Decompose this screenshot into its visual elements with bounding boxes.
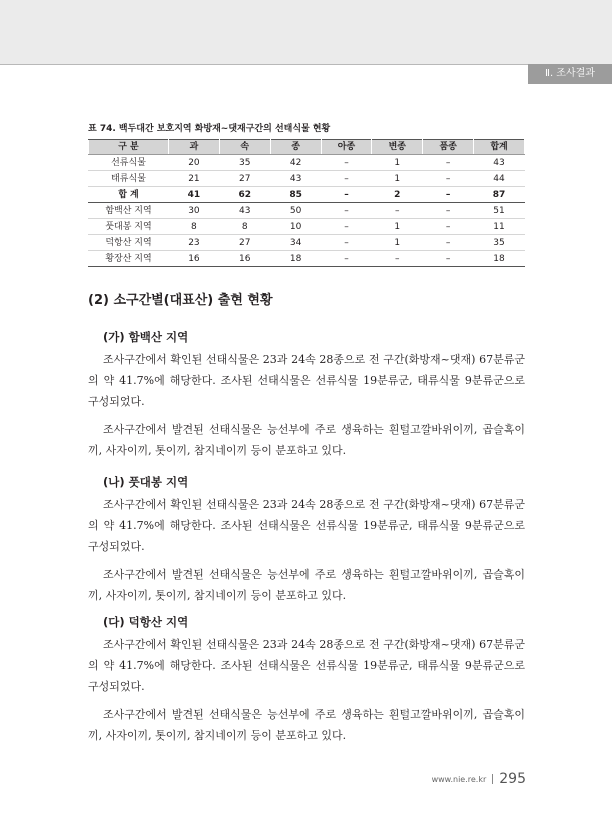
table-row — [89, 251, 525, 267]
table-header-row — [89, 140, 525, 155]
footer-divider — [492, 774, 493, 784]
table-cell: 20 — [169, 155, 220, 171]
column-header: 구 분 — [89, 140, 169, 155]
table-cell: 41 — [169, 187, 220, 203]
table-cell: – — [423, 235, 474, 251]
body-paragraph: 조사구간에서 확인된 선태식물은 23과 24속 28종으로 전 구간(화방재~댓재) 67분류군의 약 41.7%에 해당한다. 조사된 선태식물은 선류식물 19분류군, 태류식물 9분류군으로 구성되었다. — [88, 498, 525, 553]
table-cell: 21 — [169, 171, 220, 187]
body-paragraph: 조사구간에서 발견된 선태식물은 능선부에 주로 생육하는 흰털고깔바위이끼, 곱슬혹이끼, 사자이끼, 톳이끼, 참지네이끼 등이 분포하고 있다. — [88, 568, 525, 602]
table-cell: 30 — [169, 203, 220, 219]
row-label: 덕항산 지역 — [89, 235, 169, 251]
table-cell: – — [423, 251, 474, 267]
table-caption: 표 74. 백두대간 보호지역 화방재~댓재구간의 선태식물 현황 — [88, 124, 331, 134]
table-cell: 2 — [372, 187, 423, 203]
column-header: 과 — [169, 140, 220, 155]
table-cell: 85 — [270, 187, 321, 203]
table-cell: – — [423, 187, 474, 203]
table-cell: 10 — [270, 219, 321, 235]
section-tab: Ⅱ. 조사결과 — [528, 64, 612, 84]
header-rule — [0, 64, 612, 65]
table-row — [89, 203, 525, 219]
table-cell: 27 — [219, 171, 270, 187]
region-heading: (나) 풋대봉 지역 — [103, 475, 189, 489]
table-cell: – — [321, 171, 372, 187]
column-header: 아종 — [321, 140, 372, 155]
table-cell: 35 — [474, 235, 525, 251]
table-cell: 1 — [372, 219, 423, 235]
table-cell: 43 — [474, 155, 525, 171]
table-cell: 35 — [219, 155, 270, 171]
column-header: 합계 — [474, 140, 525, 155]
page-footer — [432, 770, 526, 788]
table-cell: – — [321, 155, 372, 171]
table-cell: – — [423, 203, 474, 219]
region-heading: (가) 함백산 지역 — [103, 330, 189, 344]
table-cell: 62 — [219, 187, 270, 203]
bryophyte-table — [88, 139, 525, 267]
table-cell: 43 — [270, 171, 321, 187]
table-cell: – — [423, 155, 474, 171]
table-cell: – — [321, 251, 372, 267]
table-cell: 11 — [474, 219, 525, 235]
row-label: 풋대봉 지역 — [89, 219, 169, 235]
table-cell: 18 — [270, 251, 321, 267]
table-cell: 1 — [372, 155, 423, 171]
table-cell: 44 — [474, 171, 525, 187]
table-total-row — [89, 187, 525, 203]
column-header: 변종 — [372, 140, 423, 155]
table-cell: – — [423, 171, 474, 187]
table-cell: 87 — [474, 187, 525, 203]
table-cell: – — [321, 219, 372, 235]
row-label: 합 계 — [89, 187, 169, 203]
table-cell: – — [321, 203, 372, 219]
table-cell: 18 — [474, 251, 525, 267]
table-cell: – — [372, 251, 423, 267]
table-row — [89, 235, 525, 251]
row-label: 함백산 지역 — [89, 203, 169, 219]
column-header: 품종 — [423, 140, 474, 155]
page-header-band — [0, 0, 612, 64]
table-cell: 1 — [372, 171, 423, 187]
table-cell: 8 — [219, 219, 270, 235]
body-paragraph: 조사구간에서 확인된 선태식물은 23과 24속 28종으로 전 구간(화방재~댓재) 67분류군의 약 41.7%에 해당한다. 조사된 선태식물은 선류식물 19분류군, 태류식물 9분류군으로 구성되었다. — [88, 638, 525, 693]
column-header: 속 — [219, 140, 270, 155]
table-cell: 51 — [474, 203, 525, 219]
row-label: 선류식물 — [89, 155, 169, 171]
table-cell: 16 — [169, 251, 220, 267]
table-cell: – — [372, 203, 423, 219]
table-cell: – — [321, 235, 372, 251]
table-cell: 43 — [219, 203, 270, 219]
region-heading: (다) 덕항산 지역 — [103, 615, 189, 629]
table-cell: – — [321, 187, 372, 203]
table-cell: 8 — [169, 219, 220, 235]
table-cell: 50 — [270, 203, 321, 219]
table-cell: 1 — [372, 235, 423, 251]
body-paragraph: 조사구간에서 발견된 선태식물은 능선부에 주로 생육하는 흰털고깔바위이끼, 곱슬혹이끼, 사자이끼, 톳이끼, 참지네이끼 등이 분포하고 있다. — [88, 708, 525, 742]
column-header: 종 — [270, 140, 321, 155]
section-subheading: (2) 소구간별(대표산) 출현 현황 — [88, 293, 273, 308]
table-cell: 16 — [219, 251, 270, 267]
row-label: 태류식물 — [89, 171, 169, 187]
table-cell: 34 — [270, 235, 321, 251]
table-cell: – — [423, 219, 474, 235]
table-cell: 23 — [169, 235, 220, 251]
row-label: 황장산 지역 — [89, 251, 169, 267]
table-cell: 27 — [219, 235, 270, 251]
table-row — [89, 171, 525, 187]
table-row — [89, 155, 525, 171]
page-number: 295 — [499, 771, 526, 787]
footer-url[interactable]: www.nie.re.kr — [431, 774, 487, 784]
table-row — [89, 219, 525, 235]
body-paragraph: 조사구간에서 확인된 선태식물은 23과 24속 28종으로 전 구간(화방재~댓재) 67분류군의 약 41.7%에 해당한다. 조사된 선태식물은 선류식물 19분류군, 태류식물 9분류군으로 구성되었다. — [88, 353, 525, 408]
body-paragraph: 조사구간에서 발견된 선태식물은 능선부에 주로 생육하는 흰털고깔바위이끼, 곱슬혹이끼, 사자이끼, 톳이끼, 참지네이끼 등이 분포하고 있다. — [88, 423, 525, 457]
table-cell: 42 — [270, 155, 321, 171]
